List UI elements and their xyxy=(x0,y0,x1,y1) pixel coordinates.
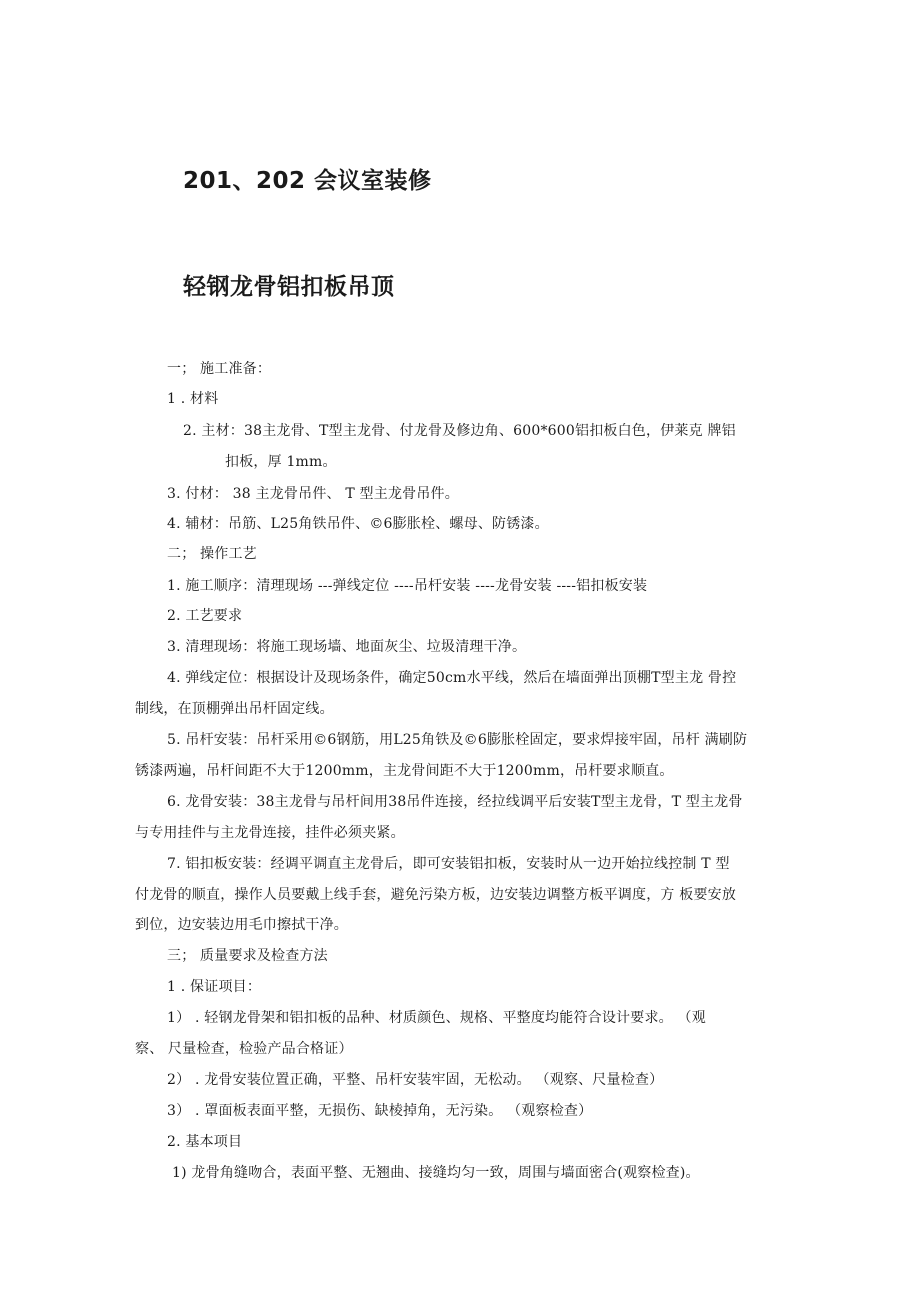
text-line: 制线，在顶棚弹出吊杆固定线。 xyxy=(135,701,334,717)
text-line: 3. 清理现场：将施工现场墙、地面灰尘、垃圾清理干净。 xyxy=(167,639,527,655)
section-title: 轻钢龙骨铝扣板吊顶 xyxy=(183,274,395,300)
text-line: 7. 铝扣板安装：经调平调直主龙骨后，即可安装铝扣板，安装时从一边开始拉线控制 T 型 xyxy=(167,856,730,872)
text-line: 二； 操作工艺 xyxy=(167,546,257,562)
text-line: 2. 主材：38主龙骨、T型主龙骨、付龙骨及修边角、600*600铝扣板白色，伊莱克 牌铝 xyxy=(183,423,736,439)
text-line: 1 . 保证项目： xyxy=(167,979,262,995)
text-line: 4. 弹线定位：根据设计及现场条件，确定50cm水平线，然后在墙面弹出顶棚T型主龙 骨控 xyxy=(167,670,737,686)
text-line: 4. 辅材：吊筋、L25角铁吊件、©6膨胀栓、螺母、防锈漆。 xyxy=(167,516,549,532)
text-line: 三； 质量要求及检查方法 xyxy=(167,948,328,964)
text-line: 付龙骨的顺直，操作人员要戴上线手套，避免污染方板，边安装边调整方板平调度，方 板要安放 xyxy=(135,887,737,903)
text-line: 3） . 罩面板表面平整，无损伤、缺棱掉角，无污染。 （观察检查） xyxy=(167,1103,593,1119)
text-line: 一； 施工准备： xyxy=(167,361,272,377)
text-line: 3. 付材： 38 主龙骨吊件、 T 型主龙骨吊件。 xyxy=(167,486,459,502)
text-line: 察、 尺量检查，检验产品合格证） xyxy=(135,1041,353,1057)
text-line: 扣板，厚 1mm。 xyxy=(225,454,337,470)
text-line: 与专用挂件与主龙骨连接，挂件必须夹紧。 xyxy=(135,825,405,841)
text-line: 5. 吊杆安装：吊杆采用©6钢筋，用L25角铁及©6膨胀栓固定，要求焊接牢固，吊杆 满刷防 xyxy=(167,732,748,748)
text-line: 到位，边安装边用毛巾擦拭干净。 xyxy=(135,917,348,933)
text-line: 1) 龙骨角缝吻合，表面平整、无翘曲、接缝均匀一致，周围与墙面密合(观察检查)。 xyxy=(172,1165,700,1181)
text-line: 1） . 轻钢龙骨架和铝扣板的品种、材质颜色、规格、平整度均能符合设计要求。 （观 xyxy=(167,1010,706,1026)
text-line: 2） . 龙骨安装位置正确，平整、吊杆安装牢固，无松动。 （观察、尺量检查） xyxy=(167,1072,664,1088)
text-line: 2. 基本项目 xyxy=(167,1134,243,1150)
text-line: 6. 龙骨安装：38主龙骨与吊杆间用38吊件连接，经拉线调平后安装T型主龙骨，T 型主龙骨 xyxy=(167,794,743,810)
text-line: 2. 工艺要求 xyxy=(167,608,243,624)
text-line: 1 . 材料 xyxy=(167,391,219,407)
text-line: 1. 施工顺序：清理现场 ---弹线定位 ----吊杆安装 ----龙骨安装 ----铝扣板安装 xyxy=(167,578,648,594)
text-line: 锈漆两遍，吊杆间距不大于1200mm，主龙骨间距不大于1200mm，吊杆要求顺直。 xyxy=(135,763,674,779)
document-title: 201、202 会议室装修 xyxy=(183,168,432,194)
